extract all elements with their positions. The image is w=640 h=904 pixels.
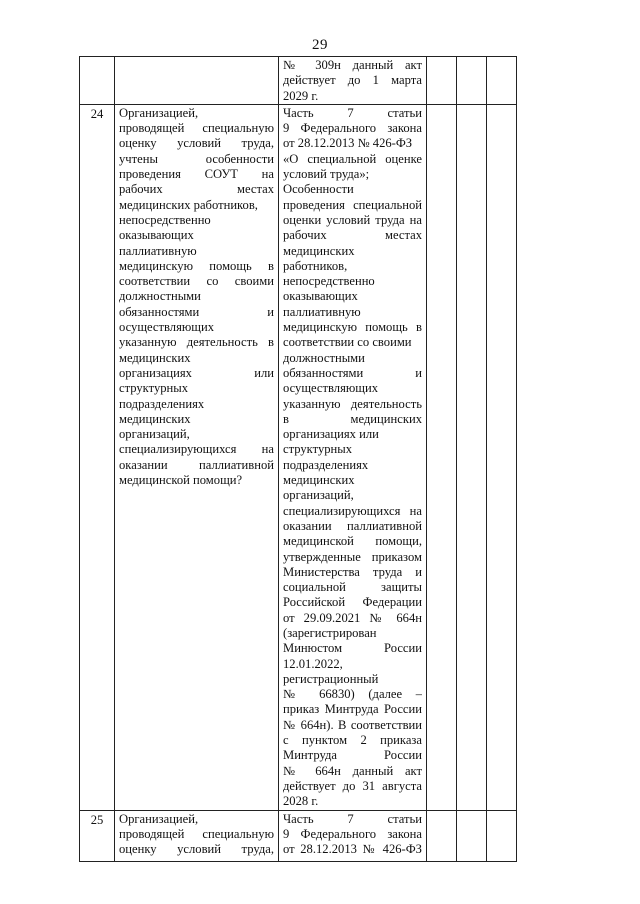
legal-basis-line: 9 Федерального закона (283, 121, 422, 136)
question-cell (115, 104, 279, 810)
row-number: 25 (90, 812, 104, 827)
legal-basis-line: «О специальной оценке (283, 151, 422, 166)
question-line: должностными (119, 289, 201, 304)
legal-basis-line: оказывающих (283, 289, 358, 304)
legal-basis-line: медицинских (283, 243, 355, 258)
empty-check-cell (427, 104, 457, 810)
legal-basis-line: Особенности (283, 182, 354, 197)
legal-basis-line: условий труда»; (283, 167, 370, 182)
legal-basis-line: 9 Федерального закона (283, 826, 422, 841)
empty-check-cell (457, 57, 487, 105)
legal-basis-line: в медицинских (283, 411, 422, 426)
question-line: Организацией, (119, 105, 199, 120)
legal-basis-line: медицинской помощи, (283, 534, 422, 549)
legal-basis-line: Часть 7 статьи (283, 105, 422, 120)
legal-basis-cell (279, 810, 427, 861)
legal-basis-line: проведения специальной (283, 197, 422, 212)
question-line: медицинских (119, 411, 191, 426)
empty-check-cell (457, 810, 487, 861)
empty-check-cell (457, 104, 487, 810)
legal-basis-line: осуществляющих (283, 381, 379, 396)
question-line: подразделениях (119, 396, 205, 411)
legal-basis-line: регистрационный (283, 671, 379, 686)
question-line: проводящей специальную (119, 121, 274, 136)
legal-basis-line: № 664н данный акт (283, 763, 422, 778)
question-line: специализирующихся на (119, 442, 274, 457)
empty-check-cell (487, 810, 517, 861)
question-line: учтены особенности (119, 151, 274, 166)
legal-basis-line: 12.01.2022, (283, 656, 343, 671)
question-line: оценку условий труда, (119, 842, 274, 857)
legal-basis-line: действует до 1 марта (283, 73, 422, 88)
legal-basis-line: от 28.12.2013 № 426-ФЗ (283, 842, 422, 857)
question-line: оказании паллиативной (119, 457, 274, 472)
legal-basis-line: № 309н данный акт (283, 58, 422, 72)
legal-basis-line: Минюстом России (283, 641, 422, 656)
legal-basis-line: социальной защиты (283, 580, 422, 595)
legal-basis-line: непосредственно (283, 274, 375, 289)
empty-check-cell (487, 57, 517, 105)
legal-basis-line: оказании паллиативной (283, 518, 422, 533)
legal-basis-line: подразделениях (283, 457, 369, 472)
question-line: обязанностями и (119, 304, 274, 319)
legal-basis-line: 2029 г. (283, 88, 319, 103)
legal-basis-line: утвержденные приказом (283, 549, 422, 564)
legal-basis-line: № 664н). В соответствии (283, 717, 422, 732)
legal-basis-line: работников, (283, 258, 348, 273)
row-number: 24 (90, 106, 104, 121)
legal-basis-line: от 29.09.2021 № 664н (283, 610, 422, 625)
table-row (80, 104, 517, 810)
legal-basis-line: (зарегистрирован (283, 625, 377, 640)
legal-basis-line: Министерства труда и (283, 564, 422, 579)
question-line: медицинских (119, 350, 191, 365)
legal-basis-line: рабочих местах (283, 228, 422, 243)
question-cell (115, 810, 279, 861)
legal-basis-line: специализирующихся на (283, 503, 422, 518)
legal-basis-line: приказ Минтруда России (283, 702, 422, 717)
table-row (80, 810, 517, 861)
question-line: медицинских работников, (119, 197, 258, 212)
question-line: оказывающих (119, 228, 194, 243)
question-line: непосредственно (119, 212, 211, 227)
legal-basis-line: Российской Федерации (283, 595, 422, 610)
legal-basis-line: с пунктом 2 приказа (283, 733, 422, 748)
empty-check-cell (427, 57, 457, 105)
question-line: организациях или (119, 365, 274, 380)
legal-basis-line: должностными (283, 350, 365, 365)
legal-basis-line: паллиативную (283, 304, 361, 319)
row-number-cell (80, 57, 115, 105)
question-line: проведения СОУТ на (119, 167, 274, 182)
legal-basis-line: № 66830) (далее – (283, 687, 422, 702)
row-number-cell (80, 104, 115, 810)
empty-check-cell (427, 810, 457, 861)
question-line: паллиативную (119, 243, 197, 258)
question-line: проводящей специальную (119, 826, 274, 841)
legal-basis-line: действует до 31 августа (283, 778, 422, 793)
legal-basis-line: организациях или (283, 427, 379, 442)
question-line: соответствии со своими (119, 274, 274, 289)
legal-basis-line: 2028 г. (283, 794, 319, 809)
question-line: медицинскую помощь в (119, 258, 274, 273)
legal-basis-line: Минтруда России (283, 748, 422, 763)
legal-basis-line: структурных (283, 442, 353, 457)
legal-basis-line: медицинскую помощь в (283, 320, 422, 335)
question-line: оценку условий труда, (119, 136, 274, 151)
row-number-cell (80, 810, 115, 861)
table-row (80, 57, 517, 105)
question-line: структурных (119, 381, 189, 396)
legal-basis-line: организаций, (283, 488, 354, 503)
checklist-table (79, 56, 517, 862)
question-cell (115, 57, 279, 105)
legal-basis-line: от 28.12.2013 № 426-ФЗ (283, 136, 413, 151)
question-line: медицинской помощи? (119, 473, 243, 488)
row-number (80, 57, 114, 59)
legal-basis-cell (279, 57, 427, 105)
question-line: рабочих местах (119, 182, 274, 197)
empty-check-cell (487, 104, 517, 810)
legal-basis-line: обязанностями и (283, 365, 422, 380)
legal-basis-line: Часть 7 статьи (283, 811, 422, 826)
question-line: Организацией, (119, 811, 199, 826)
question-line: организаций, (119, 427, 190, 442)
page-number: 29 (312, 37, 328, 53)
question-line: указанную деятельность в (119, 335, 274, 350)
legal-basis-cell (279, 104, 427, 810)
legal-basis-line: медицинских (283, 473, 355, 488)
legal-basis-line: оценки условий труда на (283, 212, 422, 227)
legal-basis-line: указанную деятельность (283, 396, 422, 411)
legal-basis-line: соответствии со своими (283, 335, 412, 350)
question-line: осуществляющих (119, 320, 215, 335)
